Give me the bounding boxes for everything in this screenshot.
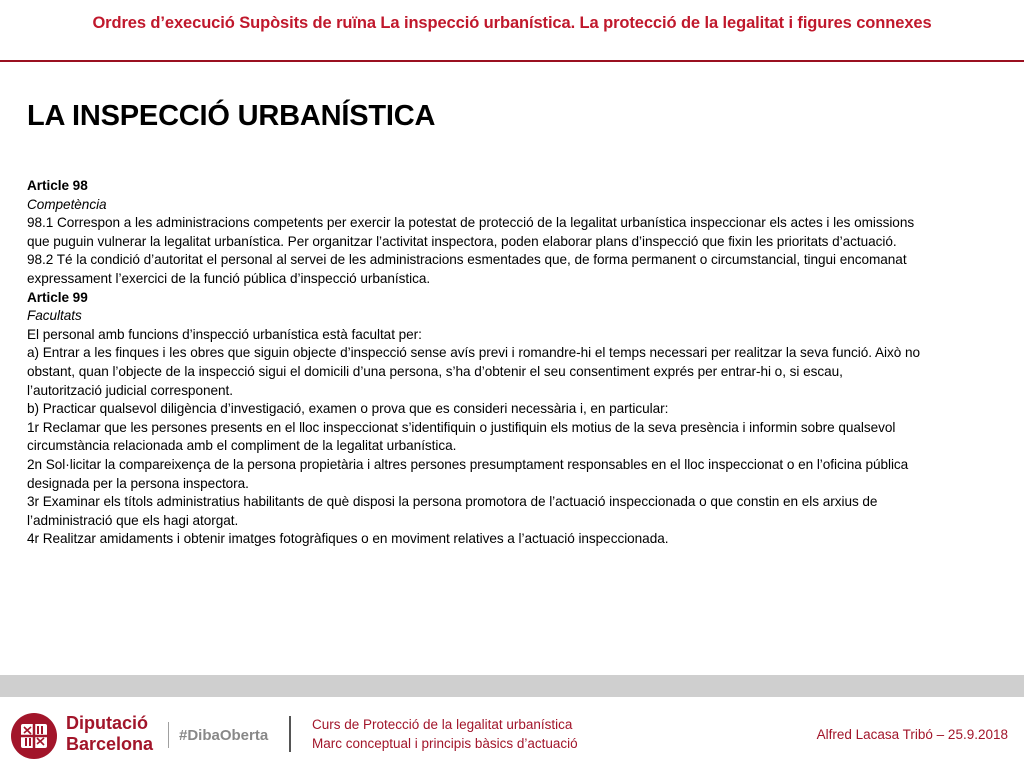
body-line: b) Practicar qualsevol diligència d’investigació, examen o prova que es consideri necessària i, en particular: xyxy=(27,401,669,417)
body-line: l’autorització judicial corresponent. xyxy=(27,382,233,398)
article-98-title: Article 98 xyxy=(27,178,88,193)
course-subtitle: Marc conceptual i principis bàsics d’actuació xyxy=(312,736,578,751)
footer-divider xyxy=(289,716,291,752)
body-line: El personal amb funcions d’inspecció urbanística està facultat per: xyxy=(27,326,422,342)
body-line: 2n Sol·licitar la compareixença de la persona propietària i altres persones presumptament responsables en el lloc inspeccionat o en l’oficina pública xyxy=(27,456,909,472)
body-line: designada per la persona inspectora. xyxy=(27,475,249,491)
hashtag-label: #DibaOberta xyxy=(179,727,269,744)
slide-heading: LA INSPECCIÓ URBANÍSTICA xyxy=(27,100,436,132)
body-line: a) Entrar a les finques i les obres que siguin objecte d’inspecció sense avís previ i romandre-hi el temps necessari per realitzar la seva funció. Això no xyxy=(27,345,920,361)
course-title: Curs de Protecció de la legalitat urbanística xyxy=(312,717,573,732)
logo-divider xyxy=(168,722,169,748)
body-line: l’administració que els hagi atorgat. xyxy=(27,512,239,528)
body-line: expressament l’exercici de la funció pública d’inspecció urbanística. xyxy=(27,270,431,286)
header-divider xyxy=(0,60,1024,62)
footer-band xyxy=(0,675,1024,697)
body-line: 1r Reclamar que les persones presents en el lloc inspeccionat s’identifiquin o justifiquin els motius de la seva presència i informin sobre qualsevol xyxy=(27,419,896,435)
author-date: Alfred Lacasa Tribó – 25.9.2018 xyxy=(816,727,1008,742)
slide-header-title: Ordres d’execució Supòsits de ruïna La inspecció urbanística. La protecció de la legalitat i figures connexes xyxy=(92,14,932,32)
diputacio-shield-icon xyxy=(10,712,58,760)
article-99-subtitle: Facultats xyxy=(27,308,82,324)
slide-body xyxy=(27,177,977,549)
body-line: que puguin vulnerar la legalitat urbanística. Per organitzar l’activitat inspectora, poden elaborar plans d’inspecció que fixin les prioritats d’actuació. xyxy=(27,233,897,249)
article-98-subtitle: Competència xyxy=(27,196,107,212)
logo-line-2: Barcelona xyxy=(66,734,154,754)
body-line: 98.1 Correspon a les administracions competents per exercir la potestat de protecció de la legalitat urbanística inspeccionar els actes i les omissions xyxy=(27,215,915,231)
body-line: 4r Realitzar amidaments i obtenir imatges fotogràfiques o en moviment relatives a l’actuació inspeccionada. xyxy=(27,531,669,547)
body-line: 98.2 Té la condició d’autoritat el personal al servei de les administracions esmentades que, de forma permanent o circumstancial, tingui encomanat xyxy=(27,252,907,268)
body-line: circumstància relacionada amb el compliment de la legalitat urbanística. xyxy=(27,438,457,454)
body-line: 3r Examinar els títols administratius habilitants de què disposi la persona promotora de l’actuació inspeccionada o que constin en els arxius de xyxy=(27,494,878,510)
logo-wordmark xyxy=(66,713,153,755)
logo-line-1: Diputació xyxy=(66,713,149,733)
article-99-title: Article 99 xyxy=(27,289,88,305)
body-line: obstant, quan l’objecte de la inspecció sigui el domicili d’una persona, s’ha d’obtenir el seu consentiment exprés per entrar-hi o, si escau, xyxy=(27,363,843,379)
